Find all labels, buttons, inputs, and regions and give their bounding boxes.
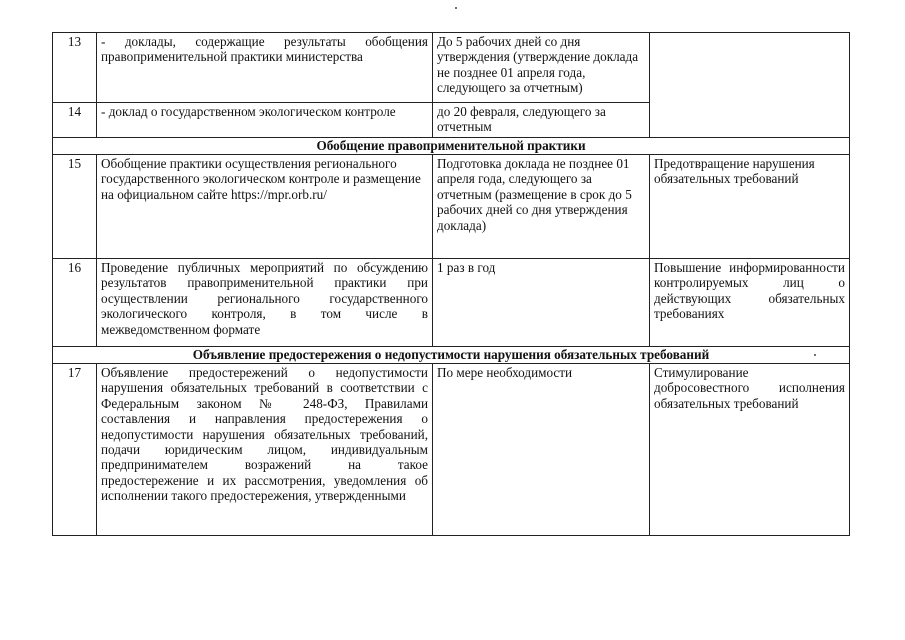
activity-cell: Проведение публичных мероприятий по обсуждению результатов правоприменительной практики при осуществлении регионального государственного экологического контроля, в том числе в межведомственном формате [97, 259, 433, 347]
deadline-cell: 1 раз в год [433, 259, 650, 347]
activity-cell: Объявление предостережений о недопустимости нарушения обязательных требований в соответствии с Федеральным законом № 248-ФЗ, Правилами составления и направления предостережения о недопустимости нарушения обязательных требований, подачи юридическим лицом, индивидуальным предпринимателем возражений на такое предостережение и их рассмотрения, уведомления об исполнении такого предостережения, утвержденными [97, 364, 433, 536]
row-number: 16 [53, 259, 97, 347]
row-number: 17 [53, 364, 97, 536]
row-number: 14 [53, 103, 97, 138]
deadline-cell: до 20 февраля, следующего за отчетным [433, 103, 650, 138]
table-row [53, 259, 850, 347]
activity-cell: - доклады, содержащие результаты обобщения правоприменительной практики министерства [97, 33, 433, 103]
activity-cell: Обобщение практики осуществления регионального государственного экологическом контроле и размещение на официальном сайте https://mpr.orb.ru/ [97, 155, 433, 259]
result-cell: Повышение информированности контролируемых лиц о действующих обязательных требованиях [650, 259, 850, 347]
deadline-cell: До 5 рабочих дней со дня утверждения (утверждение доклада не позднее 01 апреля года, следующего за отчетным) [433, 33, 650, 103]
table-row [53, 33, 850, 103]
section-header-row [53, 347, 850, 364]
result-cell: Предотвращение нарушения обязательных требований [650, 155, 850, 259]
table-row [53, 155, 850, 259]
deadline-cell: По мере необходимости [433, 364, 650, 536]
row-number: 15 [53, 155, 97, 259]
table-row [53, 364, 850, 536]
measures-table [52, 32, 850, 536]
section-heading: Обобщение правоприменительной практики [53, 138, 850, 155]
section-header-row [53, 138, 850, 155]
section-heading: Объявление предостережения о недопустимости нарушения обязательных требований [53, 347, 850, 364]
scan-speck [455, 7, 457, 9]
result-cell: Стимулирование добросовестного исполнения обязательных требований [650, 364, 850, 536]
scan-speck [814, 354, 816, 356]
activity-cell: - доклад о государственном экологическом контроле [97, 103, 433, 138]
result-cell [650, 33, 850, 138]
row-number: 13 [53, 33, 97, 103]
deadline-cell: Подготовка доклада не позднее 01 апреля года, следующего за отчетным (размещение в срок до 5 рабочих дней со дня утверждения доклада) [433, 155, 650, 259]
